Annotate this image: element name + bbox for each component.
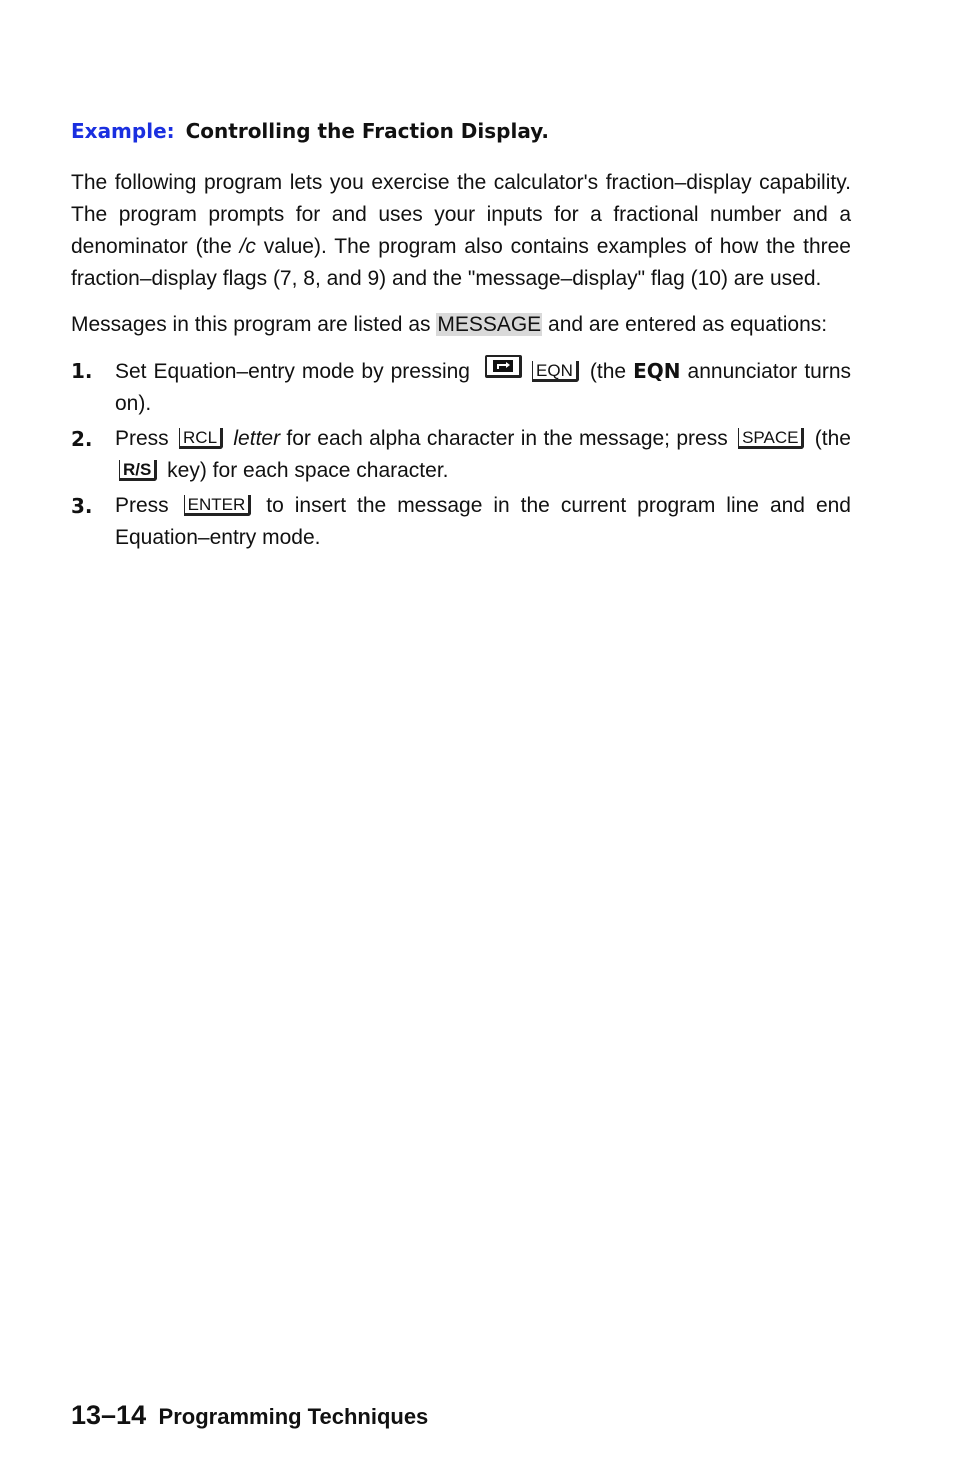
example-heading bbox=[71, 118, 851, 145]
steps-list bbox=[71, 355, 851, 554]
messages-text-b: and are entered as equations: bbox=[542, 313, 828, 336]
step-2-text-b: for each alpha character in the message; press bbox=[280, 427, 728, 450]
step-2-text-c: (the bbox=[808, 427, 851, 450]
step-3-text-a: Press bbox=[115, 494, 169, 517]
rcl-key: RCL bbox=[179, 428, 223, 449]
intro-text-a: The following program lets you exercise the calculator's fraction–display capability. The program prompts for and uses your inputs for a fractional number and a denominator (the bbox=[71, 171, 851, 258]
step-1-text-c: annunciator turns on). bbox=[115, 360, 852, 415]
shift-arrow-icon bbox=[493, 360, 513, 372]
step-number: 2. bbox=[71, 427, 93, 451]
example-label: Example: bbox=[71, 119, 175, 143]
letter-italic: letter bbox=[233, 427, 281, 450]
intro-italic: /c bbox=[239, 235, 256, 258]
eqn-annunciator: EQN bbox=[633, 359, 681, 383]
space-key: SPACE bbox=[738, 428, 804, 449]
page-footer bbox=[71, 1400, 428, 1431]
enter-key: ENTER bbox=[184, 495, 252, 516]
step-number: 1. bbox=[71, 359, 93, 383]
message-display-box: MESSAGE bbox=[437, 313, 542, 336]
step-item-2 bbox=[71, 423, 851, 487]
eqn-key: EQN bbox=[532, 361, 579, 382]
page-content bbox=[71, 118, 851, 557]
step-3-text-b: to insert the message in the current program line and end Equation–entry mode. bbox=[115, 494, 851, 549]
page-number: 13–14 bbox=[71, 1400, 147, 1430]
step-item-3 bbox=[71, 490, 851, 554]
step-number: 3. bbox=[71, 494, 93, 518]
right-shift-key-icon bbox=[485, 355, 522, 378]
run-stop-key: R/S bbox=[119, 460, 157, 481]
step-1-text-b: (the bbox=[582, 360, 634, 383]
step-2-text-a: Press bbox=[115, 427, 169, 450]
example-title: Controlling the Fraction Display. bbox=[185, 119, 550, 143]
section-title: Programming Techniques bbox=[158, 1404, 429, 1429]
intro-paragraph bbox=[71, 167, 851, 295]
step-item-1 bbox=[71, 355, 851, 420]
messages-text-a: Messages in this program are listed as bbox=[71, 313, 437, 336]
step-2-text-d: key) for each space character. bbox=[161, 459, 449, 482]
messages-paragraph bbox=[71, 309, 851, 341]
intro-text-b: value). The program also contains examples of how the three fraction–display flags (7, 8, and 9) and the "message–display" flag (10) are used. bbox=[71, 235, 851, 290]
step-1-text-a: Set Equation–entry mode by pressing bbox=[115, 360, 470, 383]
